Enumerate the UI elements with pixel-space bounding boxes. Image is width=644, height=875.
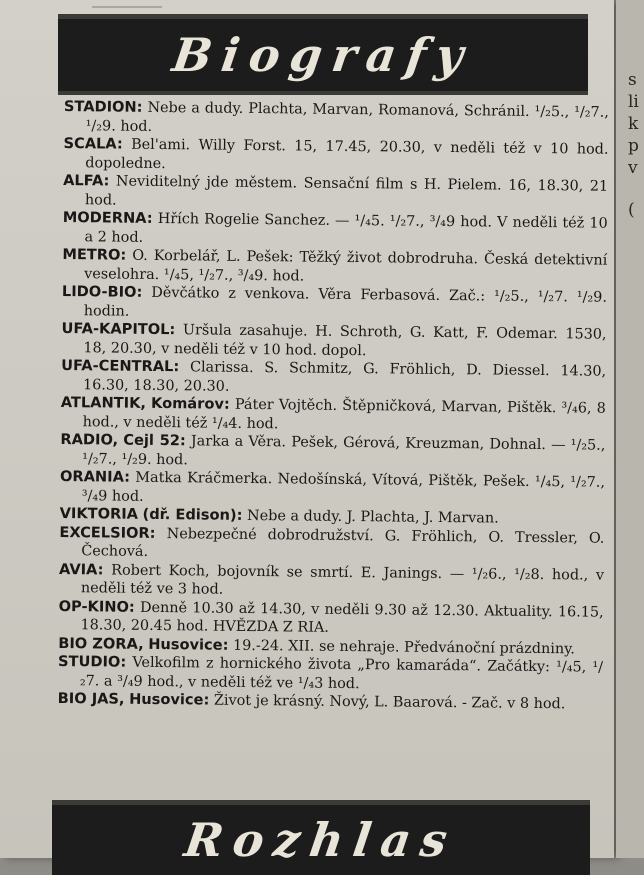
venue-location: Husovice: <box>148 635 229 654</box>
venue-name: METRO: <box>62 245 127 264</box>
adjacent-page-edge <box>616 0 644 858</box>
venue-location: (dř. Edison): <box>142 505 243 524</box>
side-letter: ( <box>628 200 635 220</box>
listing-entry <box>61 394 606 437</box>
venue-name: OP-KINO: <box>58 597 135 616</box>
venue-name: STADION: <box>63 98 143 116</box>
listing-entry <box>59 523 604 566</box>
entry-text: Život je krásný. Nový, L. Baarová. - Zač. v 8 hod. <box>213 692 566 713</box>
cinema-listing <box>58 98 609 714</box>
listing-entry <box>58 597 603 640</box>
side-letter: k <box>628 114 639 134</box>
listing-entry <box>61 357 606 400</box>
side-letter: p <box>628 136 639 156</box>
listing-entry <box>58 653 603 696</box>
venue-name: STUDIO: <box>58 652 127 671</box>
venue-name: EXCELSIOR: <box>59 523 156 542</box>
listing-entry <box>62 283 607 326</box>
entry-text: Nebe a dudy. Plachta, Marvan, Romanová, Schránil. ¹/₂5., ¹/₂7., ¹/₂9. hod. <box>85 99 609 135</box>
top-rule <box>92 0 162 8</box>
entry-text: Robert Koch, bojovník se smrtí. E. Janings. — ¹/₂6., ¹/₂8. hod., v neděli též ve 3 hod. <box>80 562 605 598</box>
venue-name: AVIA: <box>58 560 104 578</box>
entry-text: Neviditelný jde městem. Sensační film s H. Pielem. 16, 18.30, 21 hod. <box>84 173 609 209</box>
venue-name: ATLANTIK, <box>60 393 147 412</box>
entry-text: 19.-24. XII. se nehraje. Předvánoční prázdniny. <box>232 637 576 657</box>
listing-entry <box>63 135 608 178</box>
entry-text: Bel'ami. Willy Forst. 15, 17.45, 20.30, v neděli též v 10 hod. dopoledne. <box>85 136 609 172</box>
entry-text: Clarissa. S. Schmitz, G. Fröhlich, D. Diessel. 14.30, 16.30, 18.30, 20.30. <box>82 359 607 395</box>
listing-entry <box>60 468 605 511</box>
listing-entry <box>64 98 609 141</box>
entry-text: Hřích Rogelie Sanchez. — ¹/₄5. ¹/₂7., ³/₄9 hod. V neděli též 10 a 2 hod. <box>84 210 608 246</box>
venue-name: RADIO, <box>60 430 119 449</box>
side-letter: li <box>628 92 639 112</box>
venue-name: UFA-CENTRAL: <box>61 356 180 376</box>
venue-location: Cejl 52: <box>123 431 186 450</box>
venue-name: ORANIA: <box>59 467 131 486</box>
next-section-banner <box>52 800 590 875</box>
section-title: Biografy <box>169 28 477 82</box>
listing-entry <box>59 560 604 603</box>
side-letter: v <box>628 158 638 178</box>
listing-entry <box>60 431 605 474</box>
entry-text: Děvčátko z venkova. Věra Ferbasová. Zač.: ¹/₂5., ¹/₂7. ¹/₂9. hodin. <box>83 284 608 320</box>
listing-entry <box>63 172 608 215</box>
entry-text: O. Korbelář, L. Pešek: Těžký život dobrodruha. Česká detektivní veselohra. ¹/₄5, ¹/₂7., ³/₄9. hod. <box>84 247 608 285</box>
next-section-title: Rozhlas <box>181 813 461 867</box>
venue-name: UFA-KAPITOL: <box>61 319 176 339</box>
listing-entry <box>61 320 606 363</box>
venue-name: BIO ZORA, <box>58 634 144 653</box>
listing-entry <box>62 246 607 289</box>
venue-location: Husovice: <box>129 690 210 709</box>
entry-text: Nebe a dudy. J. Plachta, J. Marvan. <box>246 507 499 527</box>
venue-name: MODERNA: <box>62 208 153 227</box>
entry-text: Denně 10.30 až 14.30, v neděli 9.30 až 12.30. Aktuality. 16.15, 18.30, 20.45 hod. HVĚZDA Z RIA. <box>80 599 604 636</box>
section-banner <box>58 14 588 95</box>
entry-text: Páter Vojtěch. Štěpničková, Marvan, Pištěk. ³/₄6, 8 hod., v neděli též ¹/₄4. hod. <box>82 396 606 432</box>
side-letter: s <box>628 70 637 90</box>
entry-text: Matka Kráčmerka. Nedošínská, Vítová, Pištěk, Pešek. ¹/₄5, ¹/₂7., ³/₄9 hod. <box>81 469 606 505</box>
listing-entry <box>62 209 607 252</box>
venue-name: SCALA: <box>63 134 123 153</box>
venue-location: Komárov: <box>150 394 230 413</box>
entry-text: Uršula zasahuje. H. Schroth, G. Katt, F. Odemar. 1530, 18, 20.30, v neděli též v 10 hod. dopol. <box>83 322 607 359</box>
venue-name: LIDO-BIO: <box>61 282 143 301</box>
venue-name: BIO JAS, <box>57 689 125 708</box>
venue-name: ALFA: <box>63 171 110 190</box>
entry-text: Nebezpečné dobrodružství. G. Fröhlich, O. Tressler, O. Čechová. <box>81 525 605 560</box>
venue-name: VIKTORIA <box>59 504 139 523</box>
entry-text: Velkofilm z hornického života „Pro kamaráda“. Začátky: ¹/₄5, ¹/₂7. a ³/₄9 hod., v neděli též ve ¹/₄3 hod. <box>79 654 604 692</box>
entry-text: Jarka a Věra. Pešek, Gérová, Kreuzman, Dohnal. — ¹/₂5., ¹/₂7., ¹/₂9. hod. <box>82 433 606 468</box>
